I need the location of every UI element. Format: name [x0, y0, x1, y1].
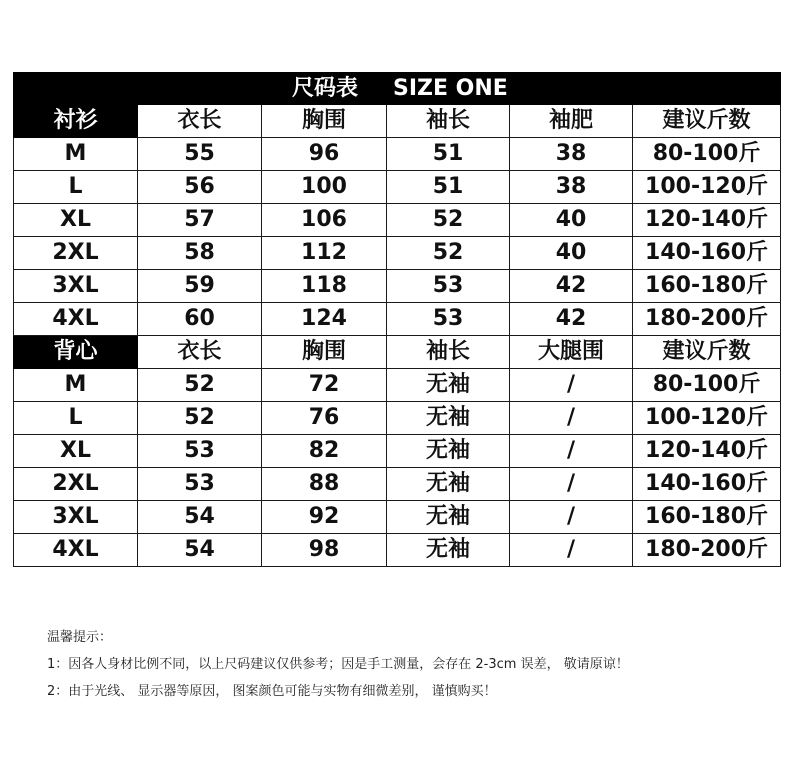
header-cell: 袖肥 [510, 105, 633, 138]
table-cell: / [510, 402, 633, 435]
table-cell: 57 [138, 204, 262, 237]
notes-block [47, 624, 629, 705]
size-label-cell: 4XL [14, 534, 138, 567]
table-cell: 160-180斤 [633, 270, 781, 303]
table-cell: / [510, 435, 633, 468]
table-cell: 100 [262, 171, 387, 204]
table-cell: 52 [138, 369, 262, 402]
table-row [14, 534, 781, 567]
table-row [14, 369, 781, 402]
header-cell: 建议斤数 [633, 336, 781, 369]
header-cell: 胸围 [262, 105, 387, 138]
vest-section-label: 背心 [14, 336, 138, 369]
header-cell: 衣长 [138, 105, 262, 138]
table-cell: 96 [262, 138, 387, 171]
table-row [14, 270, 781, 303]
size-label-cell: XL [14, 435, 138, 468]
size-chart-table [13, 72, 781, 567]
table-cell: 76 [262, 402, 387, 435]
table-row [14, 171, 781, 204]
table-cell: 53 [138, 468, 262, 501]
shirt-rows [14, 138, 781, 336]
table-cell: 54 [138, 534, 262, 567]
table-cell: 42 [510, 270, 633, 303]
shirt-section-label: 衬衫 [14, 105, 138, 138]
table-cell: 180-200斤 [633, 534, 781, 567]
header-cell: 袖长 [387, 105, 510, 138]
size-label-cell: M [14, 138, 138, 171]
table-cell: 160-180斤 [633, 501, 781, 534]
notes-heading: 温馨提示： [47, 630, 113, 645]
size-label-cell: 4XL [14, 303, 138, 336]
table-cell: 180-200斤 [633, 303, 781, 336]
table-row [14, 435, 781, 468]
table-cell: 60 [138, 303, 262, 336]
table-cell: 无袖 [387, 534, 510, 567]
header-cell: 胸围 [262, 336, 387, 369]
table-cell: 无袖 [387, 468, 510, 501]
title-blank-cell [14, 73, 138, 105]
title-row [14, 73, 781, 105]
table-title-cn: 尺码表 [138, 73, 387, 105]
size-label-cell: 2XL [14, 468, 138, 501]
table-cell: 无袖 [387, 402, 510, 435]
table-cell: 80-100斤 [633, 138, 781, 171]
table-cell: 38 [510, 138, 633, 171]
table-cell: 140-160斤 [633, 237, 781, 270]
table-cell: 82 [262, 435, 387, 468]
table-row [14, 204, 781, 237]
table-cell: 38 [510, 171, 633, 204]
table-cell: 124 [262, 303, 387, 336]
table-cell: 40 [510, 237, 633, 270]
table-cell: 51 [387, 138, 510, 171]
table-cell: 120-140斤 [633, 204, 781, 237]
table-cell: 72 [262, 369, 387, 402]
table-cell: 59 [138, 270, 262, 303]
note-item: 2：由于光线、 显示器等原因， 图案颜色可能与实物有细微差别， 谨慎购买！ [47, 684, 497, 699]
header-cell: 大腿围 [510, 336, 633, 369]
table-cell: 98 [262, 534, 387, 567]
size-label-cell: 3XL [14, 270, 138, 303]
size-label-cell: M [14, 369, 138, 402]
table-cell: 56 [138, 171, 262, 204]
table-cell: 118 [262, 270, 387, 303]
table-cell: 88 [262, 468, 387, 501]
table-row [14, 138, 781, 171]
table-cell: 112 [262, 237, 387, 270]
table-row [14, 468, 781, 501]
table-cell: 53 [387, 270, 510, 303]
note-item: 1：因各人身材比例不同，以上尺码建议仅供参考；因是手工测量，会存在 2-3cm 误差， 敬请原谅！ [47, 657, 629, 672]
table-cell: 无袖 [387, 501, 510, 534]
table-cell: 140-160斤 [633, 468, 781, 501]
table-cell: 无袖 [387, 435, 510, 468]
table-cell: 42 [510, 303, 633, 336]
table-cell: 52 [138, 402, 262, 435]
size-label-cell: 3XL [14, 501, 138, 534]
table-cell: / [510, 468, 633, 501]
size-label-cell: L [14, 402, 138, 435]
header-cell: 衣长 [138, 336, 262, 369]
table-cell: 100-120斤 [633, 171, 781, 204]
table-cell: 53 [387, 303, 510, 336]
table-cell: 92 [262, 501, 387, 534]
table-cell: 58 [138, 237, 262, 270]
table-row [14, 303, 781, 336]
table-cell: / [510, 369, 633, 402]
table-row [14, 501, 781, 534]
table-cell: / [510, 501, 633, 534]
shirt-header-row [14, 105, 781, 138]
size-label-cell: 2XL [14, 237, 138, 270]
table-cell: 53 [138, 435, 262, 468]
table-cell: / [510, 534, 633, 567]
table-row [14, 237, 781, 270]
table-title-en: SIZE ONE [387, 73, 781, 105]
vest-rows [14, 369, 781, 567]
table-cell: 52 [387, 204, 510, 237]
table-cell: 100-120斤 [633, 402, 781, 435]
size-label-cell: L [14, 171, 138, 204]
header-cell: 建议斤数 [633, 105, 781, 138]
table-cell: 80-100斤 [633, 369, 781, 402]
vest-header-row [14, 336, 781, 369]
table-cell: 106 [262, 204, 387, 237]
table-cell: 120-140斤 [633, 435, 781, 468]
table-row [14, 402, 781, 435]
size-label-cell: XL [14, 204, 138, 237]
table-cell: 40 [510, 204, 633, 237]
table-cell: 52 [387, 237, 510, 270]
table-cell: 55 [138, 138, 262, 171]
table-cell: 无袖 [387, 369, 510, 402]
header-cell: 袖长 [387, 336, 510, 369]
table-cell: 54 [138, 501, 262, 534]
table-cell: 51 [387, 171, 510, 204]
